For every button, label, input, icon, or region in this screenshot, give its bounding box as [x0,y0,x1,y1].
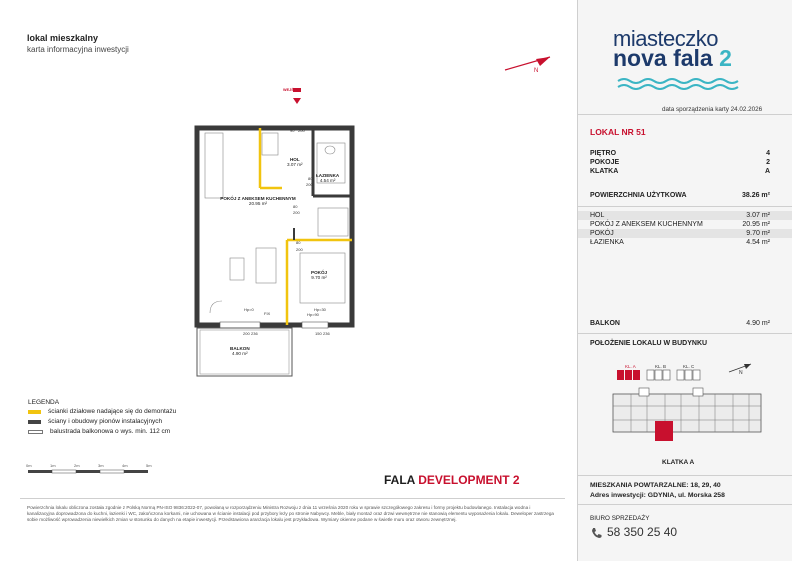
svg-text:5m: 5m [146,463,152,468]
entrance-label: WEJŚCIE [283,88,301,92]
office-phone[interactable]: 58 350 25 40 [607,525,678,539]
detail-row: POKOJE 2 [590,159,770,166]
legend-swatch [28,430,43,434]
phone-icon [590,527,602,539]
unit-title: LOKAL NR 51 [590,127,646,137]
dim-label: 200 [306,182,313,187]
plan-room-label: POKÓJ Z ANEKSEM KUCHENNYM 20.95 m² [220,196,296,207]
legend-swatch [28,410,41,414]
area-row: POWIERZCHNIA UŻYTKOWA 38.26 m² [590,192,770,199]
dim-label: Hp=90 [307,312,319,317]
stair-label: KLATKA A [662,459,695,466]
divider [578,114,792,115]
room-row: POKÓJ 9.70 m² [590,230,770,237]
dim-label: 80 [296,240,301,245]
panel-divider [577,0,578,561]
dim-label: 236 [323,331,330,336]
divider [578,504,792,505]
map-north-label: N [739,370,743,376]
detail-row: KLATKA A [590,168,770,175]
svg-text:1m: 1m [50,463,56,468]
divider [578,475,792,476]
svg-text:3m: 3m [98,463,104,468]
page-subtitle: karta informacyjna inwestycji [27,45,129,54]
detail-row: PIĘTRO 4 [590,150,770,157]
svg-text:0m: 0m [26,463,32,468]
card-date: data sporządzenia karty 24.02.2026 [662,106,763,113]
dim-label: 200 [298,128,305,133]
page-title: lokal mieszkalny [27,33,99,43]
svg-text:2m: 2m [74,463,80,468]
location-title: POŁOŻENIE LOKALU W BUDYNKU [590,340,708,347]
dim-label: 200 [243,331,250,336]
plan-room-label: POKÓJ 9.70 m² [311,270,328,281]
compass-arrow-icon [500,50,560,80]
stair-label-b: KL. B [655,364,667,369]
dim-label: 80 [308,176,313,181]
dim-label: 200 [296,247,303,252]
brand-line1: miasteczko [613,26,719,51]
scale-bar [26,462,176,480]
legend-item: ściany i obudowy pionów instalacyjnych [28,418,162,425]
brand-line2: nova fala 2 [613,45,732,71]
balcony-row: BALKON 4.90 m² [590,320,770,327]
office-label: BIURO SPRZEDAŻY [590,515,650,522]
dim-label: 90 [290,128,295,133]
floor-plan [190,88,370,378]
legend-title: LEGENDA [28,399,60,406]
compass-north-label: N [534,68,539,74]
repeated-units: MIESZKANIA POWTARZALNE: 18, 29, 40 [590,482,721,489]
address: Adres inwestycji: GDYNIA, ul. Morska 258 [590,492,725,499]
stair-label-a: KL. A [625,364,636,369]
room-row: POKÓJ Z ANEKSEM KUCHENNYM 20.95 m² [590,221,770,228]
dim-label: Hp=0 [244,307,254,312]
stair-label-c: KL. C [683,364,695,369]
dim-label: 200 [293,210,300,215]
plan-room-label: BALKON 4.90 m² [230,346,250,357]
disclaimer: Powierzchnia lokalu obliczona została zgodnie z Polską Normą PN-ISO 9836:2022-07, powołaną w rozporządzeniu Ministra Rozwoju z dnia 11 września 2020 roku w sprawie szczegółowego zakresu i formy projektu budowlanego. Instalacja wodna i kanalizacyjna doprowadzona do kuchni, łazienki i WC, zakończona korkami, nie uchowana w ścianie instalacji pod przybory leży po stronie Nabywcy. Meble, biały montaż oraz drzwi wewnętrzne nie stanowią elementu wyposażenia lokalu. Deweloper zastrzega sobie możliwość wprowadzenia niewielkich zmian w stosunku do danych na etapie inwestycji. Przedstawiona aranżacja lokalu jest przykładowa. Wymiary okienne podane w świetle muru oraz otworu zewnętrznej. [27,505,554,523]
svg-text:4m: 4m [122,463,128,468]
dim-label: FIX [264,311,271,316]
divider [20,498,565,499]
dim-label: 80 [293,204,298,209]
plan-room-label: HOL 3.07 m² [287,157,303,168]
waves-logo-icon [616,76,746,92]
plan-room-label: ŁAZIENKA 4.54 m² [316,173,340,184]
building-location-map [603,358,768,456]
room-row: ŁAZIENKA 4.54 m² [590,239,770,246]
legend-item: balustrada balkonowa o wys. min. 112 cm [28,428,170,435]
developer-logo: FALA DEVELOPMENT 2 [384,473,520,487]
divider [578,333,792,334]
brand-number: 2 [719,45,732,71]
dim-label: Hp=30 [314,307,326,312]
dim-label: 236 [251,331,258,336]
divider [578,206,792,207]
legend-swatch [28,420,41,424]
dim-label: 150 [315,331,322,336]
legend-item: ścianki działowe nadające się do demontażu [28,408,176,415]
room-row: HOL 3.07 m² [590,212,770,219]
